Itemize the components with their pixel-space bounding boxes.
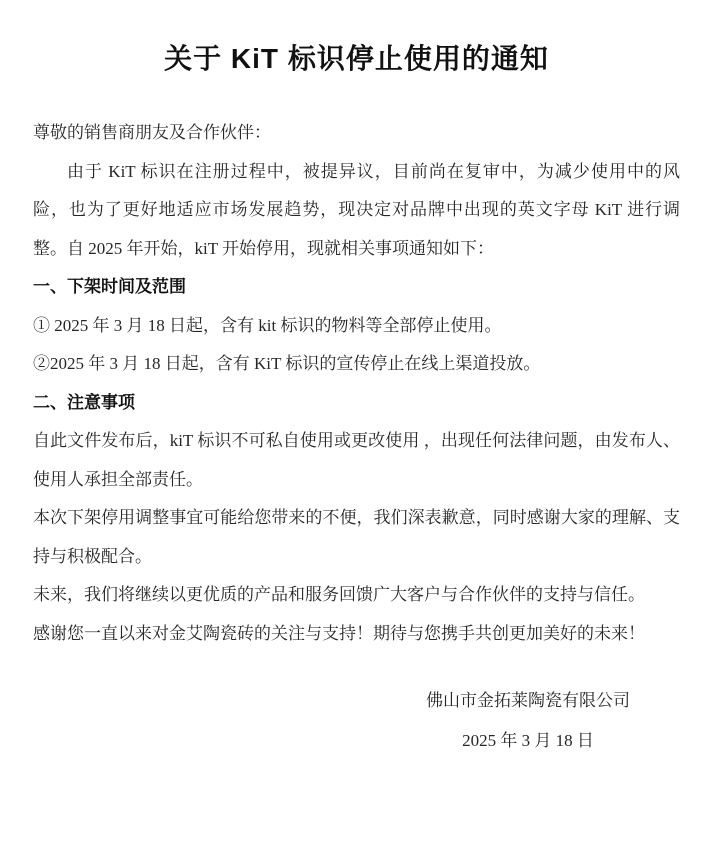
greeting-line: 尊敬的销售商朋友及合作伙伴：	[33, 123, 271, 142]
section1-item-2: ②2025 年 3 月 18 日起，含有 KiT 标识的宣传停止在线上渠道投放。	[33, 354, 541, 373]
section1-item-1: ① 2025 年 3 月 18 日起，含有 kit 标识的物料等全部停止使用。	[33, 315, 502, 335]
intro-paragraph: 由于 KiT 标识在注册过程中，被提异议，目前尚在复审中，为减少使用中的风险，也为了更好地适应市场发展趋势，现决定对品牌中出现的英文字母 KiT 进行调整。自 2025 年开始，kiT 开始停用，现就相关事项通知如下：	[33, 161, 680, 258]
notice-paragraph-2: 本次下架停用调整事宜可能给您带来的不便，我们深表歉意，同时感谢大家的理解、支持与积极配合。	[33, 508, 680, 566]
notice-title: 关于 KiT 标识停止使用的通知	[164, 43, 549, 74]
notice-paragraph-3: 未来，我们将继续以更优质的产品和服务回馈广大客户与合作伙伴的支持与信任。	[33, 585, 645, 604]
document-page	[0, 40, 713, 868]
notice-paragraph-1: 自此文件发布后，kiT 标识不可私自使用或更改使用 ，出现任何法律问题，由发布人、使用人承担全部责任。	[33, 431, 680, 489]
signature-date: 2025 年 3 月 18 日	[462, 731, 594, 750]
signature-block	[426, 681, 630, 761]
section1-heading: 一、下架时间及范围	[33, 277, 186, 296]
section2-heading: 二、注意事项	[33, 392, 135, 412]
signature-company: 佛山市金拓莱陶瓷有限公司	[426, 691, 630, 710]
notice-paragraph-4: 感谢您一直以来对金艾陶瓷砖的关注与支持！期待与您携手共创更加美好的未来！	[33, 623, 645, 643]
